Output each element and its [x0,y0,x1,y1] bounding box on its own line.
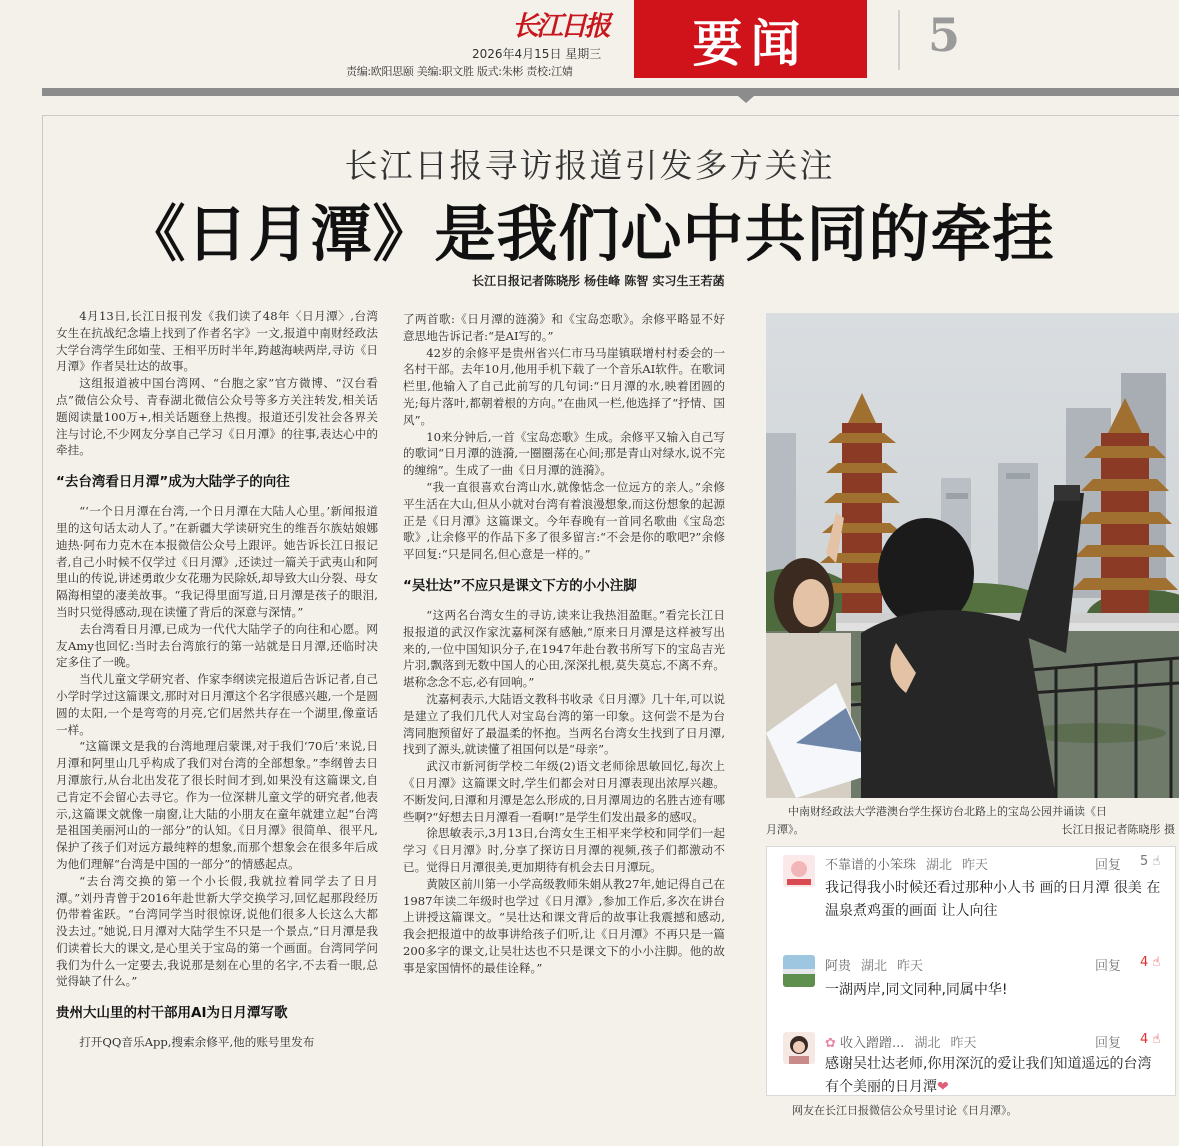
header-rule [42,88,1179,96]
masthead [0,0,1179,88]
comment-text [825,1053,1165,1099]
article-column-1 [56,308,378,1136]
photo-caption [766,803,1179,839]
comment-user: 阿贵 [825,959,852,974]
photo-credit: 长江日报记者陈晓彤 摄 [1061,823,1175,836]
editor-credits: 责编:欧阳思颐 美编:职文胜 版式:朱彬 责校:江婧 [346,65,573,78]
reply-button[interactable]: 回复 [1095,1036,1122,1051]
like-count[interactable] [1140,1032,1160,1047]
section-heading: “去台湾看日月潭”成为大陆学子的向往 [56,474,290,491]
like-number: 4 [1140,1032,1149,1047]
avatar [783,855,815,887]
comment-location: 湖北 [926,858,953,873]
article-column-2 [403,311,725,1136]
comment-time: 昨天 [950,1036,977,1051]
newspaper-logo: 长江日报 [512,11,608,42]
like-number: 4 [1140,955,1149,970]
comment-time: 昨天 [962,858,989,873]
page-number: 5 [928,8,961,62]
comment-meta [825,854,988,873]
paragraph: 徐思敏表示,3月13日,台湾女生王相平来学校和同学们一起学习《日月潭》时,分享了探访日月潭的视频,孩子们都激动不已。觉得日月潭很美,更加期待有机会去日月潭玩。 [403,826,725,874]
comment-user: 收入蹭蹭... [840,1036,905,1051]
flower-icon: ✿ [825,1036,836,1051]
avatar-image [783,1032,815,1064]
paragraph: 去台湾看日月潭,已成为一代代大陆学子的向往和心愿。网友Amy也回忆:当时去台湾旅行的第一站就是日月潭,还临时决定多住了一晚。 [56,621,378,670]
paragraph: 42岁的余修平是贵州省兴仁市马马崖镇联增村村委会的一名村干部。去年10月,他用手机下载了一个音乐AI软件。在歌词栏里,他输入了自己此前写的几句词:“日月潭的水,映着团圆的光;每片落叶,都朝着根的方向。”在曲风一栏,他选择了“抒情、国风”。 [403,345,725,427]
paragraph: 黄陂区前川第一小学高级教师朱娟从教27年,她记得自己在1987年读二年级时也学过《日月潭》,参加工作后,多次在讲台上讲授这篇课文。“吴壮达和课文背后的故事让我震撼和感动,我会把报道中的故事讲给孩子们听,让《日月潭》不再只是一篇200多字的课文,让吴壮达也不只是课文下的小小注脚。他的故事是家国情怀的最佳诠释。” [403,876,725,975]
header-rule-pointer [738,96,754,103]
paragraph: 4月13日,长江日报刊发《我们读了48年〈日月潭〉,台湾女生在抗战纪念墙上找到了作者名字》一文,报道中南财经政法大学台湾学生邱如莹、王相平历时半年,跨越海峡两岸,寻访《日月潭》作者吴壮达的故事。 [56,309,378,374]
avatar [783,955,815,987]
comment-text: 我记得我小时候还看过那种小人书 画的日月潭 很美 在温泉煮鸡蛋的画面 让人向往 [825,880,1161,919]
reply-button[interactable]: 回复 [1095,858,1122,873]
comment-screenshot [766,846,1176,1096]
like-number: 5 [1140,854,1149,869]
avatar-image [783,955,815,987]
news-photo [766,313,1179,798]
comment-user: 不靠谱的小笨珠 [825,858,917,873]
comment-text-body: 感谢吴壮达老师,你用深沉的爱让我们知道遥远的台湾有个美丽的日月潭 [825,1056,1152,1095]
paragraph: 当代儿童文学研究者、作家李纲读完报道后告诉记者,自己小学时学过这篇课文,那时对日月潭这个名字很感兴趣,一个是圆圆的太阳,一个是弯弯的月亮,它们居然共存在一个湖里,像童话一样。 [56,672,378,737]
paragraph: “我一直很喜欢台湾山水,就像惦念一位远方的亲人。”余修平生活在大山,但从小就对台湾有着浪漫想象,而这份想象的起源正是《日月潭》这篇课文。今年春晚有一首同名歌曲《宝岛恋歌》,让余修平的作品下多了很多留言:“不会是你的歌吧?”余修平回复:“只是同名,但心意是一样的。” [403,479,725,562]
paragraph: “去台湾交换的第一个小长假,我就拉着同学去了日月潭。”刘丹青曾于2016年赴世新大学交换学习,回忆起那段经历仍带着雀跃。“台湾同学当时很惊讶,说他们很多人长这么大都没去过。”她说,日月潭对大陆学生不只是一个景点,“日月潭是我们读着长大的课文,是心里关于宝岛的第一个画面。台湾同学问我们为什么一定要去,我说那是刻在心里的名字,不去看一眼,总觉得缺了什么。” [56,873,378,989]
heart-icon: ❤ [937,1079,949,1095]
comments-caption: 网友在长江日报微信公众号里讨论《日月潭》。 [792,1104,1018,1117]
section-heading: 贵州大山里的村干部用AI为日月潭写歌 [56,1005,288,1022]
paragraph: 10来分钟后,一首《宝岛恋歌》生成。余修平又输入自己写的歌词“日月潭的涟漪,一圈圈荡在心间;那是青山对绿水,说不完的缠绵”。生成了一曲《日月潭的涟漪》。 [403,429,725,478]
paragraph: 武汉市新河街学校二年级(2)语文老师徐思敏回忆,每次上《日月潭》这篇课文时,学生们都会对日月潭表现出浓厚兴趣。不断发问,日潭和月潭是怎么形成的,日月潭周边的名胜古迹有哪些啊?“好想去日月潭看一看啊!”是学生们发出最多的感叹。 [403,759,725,824]
article-byline: 长江日报记者陈晓彤 杨佳峰 陈智 实习生王若菡 [472,274,725,288]
comment-location: 湖北 [861,959,888,974]
comment-location: 湖北 [914,1036,941,1051]
article-headline: 《日月潭》是我们心中共同的牵挂 [124,199,1055,270]
section-title: 要闻 [692,15,809,73]
article-subhead: 长江日报寻访报道引发多方关注 [344,146,835,185]
photo-caption-line1: 中南财经政法大学港澳台学生探访台北路上的宝岛公园并诵读《日 [788,805,1107,818]
paragraph: 打开QQ音乐App,搜索余修平,他的账号里发布 [79,1035,315,1050]
paragraph: 了两首歌:《日月潭的涟漪》和《宝岛恋歌》。余修平略显不好意思地告诉记者:“是AI写的。” [403,312,725,343]
issue-date: 2026年4月15日 星期三 [472,47,602,61]
divider [898,10,900,70]
paragraph: “‘一个日月潭在台湾,一个日月潭在大陆人心里。’新闻报道里的这句话太动人了。”在新疆大学读研究生的维吾尔族姑娘娜迪热·阿布力克木在本报微信公众号上跟评。她告诉长江日报记者,自己小时候不仅学过《日月潭》,还读过一篇关于武夷山和阿里山的传说,讲述勇敢少女花珊为民除妖,却导致大山分裂、母女隔海相望的凄美故事。“我记得里面写道,日月潭是孩子的眼泪,当时只觉得感动,现在读懂了背后的深意与深情。” [56,504,378,619]
comment-time: 昨天 [897,959,924,974]
paragraph: “这篇课文是我的台湾地理启蒙课,对于我们‘70后’来说,日月潭和阿里山几乎构成了我们对台湾的全部想象。”李纲曾去日月潭旅行,从台北出发花了很长时间才到,如果没有这篇课文,自己肯定不会留心去寻它。作为一位深耕儿童文学的研究者,他表示,这篇课文就像一扇窗,让大陆的小朋友在童年就建立起“台湾是祖国美丽河山的一部分”的认知。《日月潭》很简单、很平凡,保护了孩子们对远方最纯粹的想象,而那个想象会在很多年后成为他们理解“台湾是中国的一部分”的情感起点。 [56,739,378,871]
like-count[interactable] [1140,955,1160,970]
thumbs-up-icon: ☝ [1148,955,1161,970]
pagoda-scene-illustration [766,313,1179,798]
thumbs-up-icon: ☝ [1148,1032,1161,1047]
avatar [783,1032,815,1064]
avatar-image [783,855,815,887]
paragraph: 沈嘉柯表示,大陆语文教科书收录《日月潭》几十年,可以说是建立了我们几代人对宝岛台湾的第一印象。这何尝不是为台湾同胞预留好了最温柔的怀抱。当两名台湾女生找到了日月潭,找到了源头,就读懂了祖国何以是“母亲”。 [403,691,725,757]
like-count[interactable] [1140,854,1160,869]
section-banner [634,0,867,78]
thumbs-up-icon: ☝ [1148,854,1161,869]
comment-meta [825,955,923,974]
photo-caption-line2: 月潭》。 [766,823,805,836]
paragraph: “这两名台湾女生的寻访,读来让我热泪盈眶。”看完长江日报报道的武汉作家沈嘉柯深有感触,“原来日月潭是这样被写出来的,一位中国知识分子,在1947年赴台教书所写下的宝岛吉光片羽,飘落到无数中国人的心田,深深扎根,莫失莫忘,不离不弃。堪称念念不忘,必有回响。” [403,607,725,690]
reply-button[interactable]: 回复 [1095,959,1122,974]
comment-meta [825,1032,976,1051]
section-heading: “吴壮达”不应只是课文下方的小小注脚 [403,577,637,594]
comment-text: 一湖两岸,同文同种,同属中华! [825,982,1008,998]
paragraph: 这组报道被中国台湾网、“台胞之家”官方微博、“汉台看点”微信公众号、青春湖北微信公众号等多方关注转发,相关话题阅读量100万+,相关话题登上热搜。报道还引发社会各界关注与讨论,不少网友分享自己学习《日月潭》的往事,表达心中的牵挂。 [56,376,378,458]
